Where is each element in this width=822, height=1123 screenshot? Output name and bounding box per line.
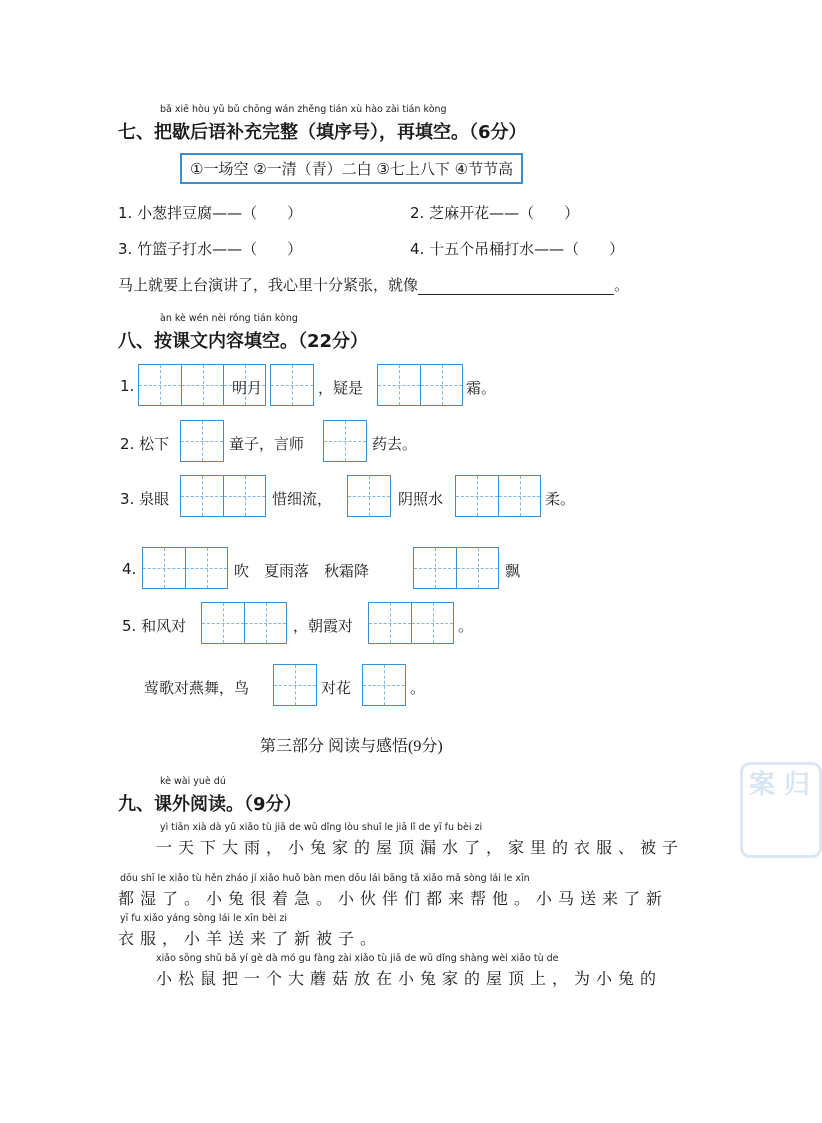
q7-sentence-line bbox=[118, 274, 629, 295]
l6-grid-b[interactable] bbox=[362, 664, 406, 706]
q7-title: 七、把歇后语补充完整（填序号），再填空。（6分） bbox=[118, 122, 527, 143]
l4-grid-a[interactable] bbox=[142, 547, 228, 589]
l1-a: 明月 bbox=[232, 379, 263, 397]
l1-num: 1. bbox=[120, 377, 135, 395]
l2-num: 2. 松下 bbox=[120, 435, 170, 453]
q7-item-4: 4. 十五个吊桶打水——（ ） bbox=[410, 240, 625, 258]
l5-grid-b[interactable] bbox=[368, 602, 454, 644]
q7-sentence: 马上就要上台演讲了，我心里十分紧张，就像 bbox=[118, 276, 419, 294]
q9-line4: 小松鼠把一个大蘑菇放在小兔家的屋顶上，为小兔的 bbox=[156, 969, 663, 988]
q7-item-1: 1. 小葱拌豆腐——（ ） bbox=[118, 204, 303, 222]
q7-pinyin: bǎ xiē hòu yǔ bǔ chōng wán zhěng tián xù hào zài tián kòng bbox=[160, 104, 447, 115]
q9-line4-pinyin: xiǎo sōng shǔ bǎ yí gè dà mó gu fàng zài xiǎo tù jiā de wū dǐng shàng wèi xiǎo tù de bbox=[156, 953, 559, 964]
q7-answer-blank[interactable] bbox=[418, 278, 614, 295]
l5-b: 。 bbox=[458, 617, 474, 635]
l5-a: ，朝霞对 bbox=[293, 617, 354, 635]
l6-c: 。 bbox=[410, 679, 426, 697]
l2-a: 童子，言师 bbox=[229, 435, 305, 453]
l6-grid-a[interactable] bbox=[273, 664, 317, 706]
l1-grid-b[interactable] bbox=[270, 364, 314, 406]
l3-a: 惜细流， bbox=[272, 490, 333, 508]
l4-b: 飘 bbox=[505, 562, 521, 580]
l5-grid-a[interactable] bbox=[201, 602, 287, 644]
l3-b: 阴照水 bbox=[398, 490, 444, 508]
q8-title: 八、按课文内容填空。（22分） bbox=[118, 331, 369, 352]
l2-grid-a[interactable] bbox=[180, 420, 224, 462]
q7-item-2: 2. 芝麻开花——（ ） bbox=[410, 204, 580, 222]
l4-grid-b[interactable] bbox=[413, 547, 499, 589]
l3-grid-a[interactable] bbox=[180, 475, 266, 517]
watermark-stamp: 案 归 bbox=[740, 762, 822, 858]
q9-line2-pinyin: dōu shī le xiǎo tù hěn zháo jí xiǎo huǒ bàn men dōu lái bāng tā xiǎo mǎ sòng lái le xīn bbox=[120, 873, 530, 884]
l2-grid-b[interactable] bbox=[323, 420, 367, 462]
q9-line3: 衣服，小羊送来了新被子。 bbox=[118, 929, 383, 948]
q9-line3-pinyin: yī fu xiǎo yáng sòng lái le xīn bèi zi bbox=[120, 913, 288, 924]
q7-options: ①一场空 ②一清（青）二白 ③七上八下 ④节节高 bbox=[180, 153, 523, 184]
q9-line1-pinyin: yì tiān xià dà yǔ xiǎo tù jiā de wū dǐng lòu shuǐ le jiā lǐ de yī fu bèi zi bbox=[160, 822, 483, 833]
l3-c: 柔。 bbox=[545, 490, 576, 508]
q8-pinyin: àn kè wén nèi róng tián kòng bbox=[160, 313, 298, 324]
l6-b: 对花 bbox=[321, 679, 352, 697]
l3-num: 3. 泉眼 bbox=[120, 490, 170, 508]
q7-sentence-end: 。 bbox=[614, 276, 630, 294]
l3-grid-b[interactable] bbox=[347, 475, 391, 517]
l4-a: 吹 夏雨落 秋霜降 bbox=[234, 562, 370, 580]
l2-b: 药去。 bbox=[372, 435, 418, 453]
l6-a: 莺歌对燕舞，鸟 bbox=[144, 679, 250, 697]
l1-b: ，疑是 bbox=[318, 379, 364, 397]
l5-num: 5. 和风对 bbox=[122, 617, 187, 635]
q9-line1: 一天下大雨，小兔家的屋顶漏水了，家里的衣服、被子 bbox=[156, 838, 685, 857]
q9-pinyin: kè wài yuè dú bbox=[160, 776, 226, 787]
part3-title: 第三部分 阅读与感悟(9分) bbox=[260, 738, 443, 755]
l1-grid-c[interactable] bbox=[377, 364, 463, 406]
q9-title: 九、课外阅读。（9分） bbox=[118, 794, 302, 815]
l4-num: 4. bbox=[122, 560, 137, 578]
l1-c: 霜。 bbox=[466, 379, 497, 397]
l3-grid-c[interactable] bbox=[455, 475, 541, 517]
q7-item-3: 3. 竹篮子打水——（ ） bbox=[118, 240, 303, 258]
q9-line2: 都湿了。小兔很着急。小伙伴们都来帮他。小马送来了新 bbox=[118, 889, 669, 908]
